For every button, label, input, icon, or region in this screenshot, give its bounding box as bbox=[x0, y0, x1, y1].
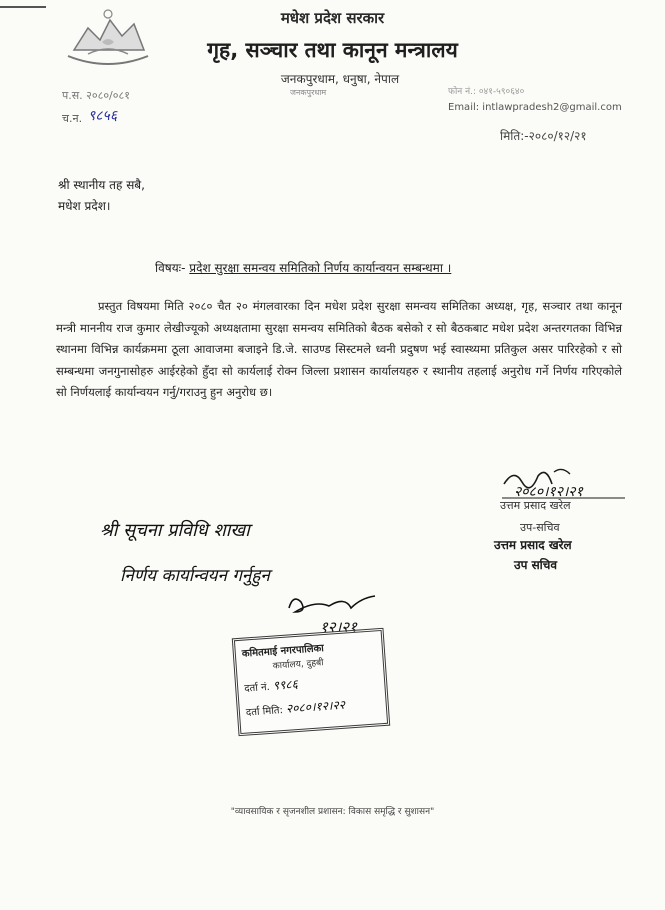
office-address: जनकपुरधाम, धनुषा, नेपाल bbox=[280, 72, 400, 86]
email-address: Email: intlawpradesh2@gmail.com bbox=[448, 102, 622, 113]
handwritten-note-2: निर्णय कार्यान्वयन गर्नुहुन bbox=[120, 566, 270, 586]
subject-text: प्रदेश सुरक्षा समन्वय समितिको निर्णय कार्यान्वयन सम्बन्धमा । bbox=[189, 261, 452, 275]
handwritten-signature bbox=[285, 590, 380, 618]
recipient-line-1: श्री स्थानीय तह सबै, bbox=[58, 178, 145, 192]
subject-line bbox=[155, 259, 451, 276]
handwritten-note-1: श्री सूचना प्रविधि शाखा bbox=[100, 520, 250, 541]
darta-number-label: दर्ता नं. bbox=[243, 681, 271, 695]
registration-stamp bbox=[232, 628, 390, 736]
stamp-darta-date bbox=[245, 696, 345, 720]
body-paragraph: प्रस्तुत विषयमा मिति २०८० चैत २० मंगलवारका दिन मधेश प्रदेश सुरक्षा समन्वय समितिका अध्यक्ष, गृह, सञ्चार तथा कानून मन्त्री माननीय राज कुमार लेखीज्यूको अध्यक्षतामा सुरक्षा समन्वय समितिको बैठक बसेको र सो बैठकबाट मधेश प्रदेश अन्तरगतका विभिन्न स्थानमा विभिन्न कार्यक्रममा ठूला आवाजमा बजाइने डि.जे. साउण्ड सिस्टमले ध्वनी प्रदुषण भई स्वास्थ्यमा प्रतिकुल असर पारिरहेको र सो सम्बन्धमा जनगुनासोहरु आईरहेको हुँदा सो कार्यलाई रोक्न जिल्ला प्रशासन कार्यालयहरु र स्थानीय तहलाई अनुरोध गर्ने निर्णय गरिएकोले सो निर्णयलाई कार्यान्वयन गर्नु/गराउनु हुन अनुरोध छ। bbox=[56, 299, 623, 399]
stamp-location: कार्यालय, दुहबी bbox=[272, 658, 324, 672]
handwritten-number: १२।२१ bbox=[320, 618, 357, 636]
chalani-number-handwritten: ९८५६ bbox=[88, 108, 118, 124]
signatory-stamp-designation: उप सचिव bbox=[514, 558, 558, 572]
signature-date: २०८०।१२।२१ bbox=[514, 484, 583, 500]
signatory-stamp-name: उत्तम प्रसाद खरेल bbox=[494, 538, 572, 552]
darta-number-value: ९९८६ bbox=[272, 676, 299, 693]
footer-motto: "व्यावसायिक र सृजनशील प्रशासन: विकास समृद्धि र सुशासन" bbox=[230, 807, 435, 817]
office-name: मधेश प्रदेश सरकार bbox=[280, 9, 385, 27]
stamp-office: कमितमाई नगरपालिका bbox=[241, 643, 325, 660]
ministry-name: गृह, सञ्चार तथा कानून मन्त्रालय bbox=[207, 38, 458, 62]
subject-label: विषयः- bbox=[155, 261, 186, 275]
chalani-label: च.न. bbox=[62, 112, 83, 125]
signatory-name: उत्तम प्रसाद खरेल bbox=[500, 499, 571, 512]
stamp-darta-number bbox=[244, 675, 299, 696]
letter-body bbox=[56, 296, 622, 404]
recipient-line-2: मधेश प्रदेश। bbox=[58, 199, 111, 213]
darta-date-value: २०८०।१२।२२ bbox=[285, 697, 346, 716]
seal-subtext: जनकपुरधाम bbox=[290, 88, 327, 97]
darta-date-label: दर्ता मिति: bbox=[245, 705, 284, 719]
patra-sankhya: प.स. २०८०/०८१ bbox=[62, 89, 130, 102]
letter-date: मिति:-२०८०/१२/२१ bbox=[500, 129, 587, 143]
phone-number: फोन नं.: ०४१-५९०६४० bbox=[448, 87, 525, 97]
signatory-designation: उप-सचिव bbox=[520, 521, 560, 534]
